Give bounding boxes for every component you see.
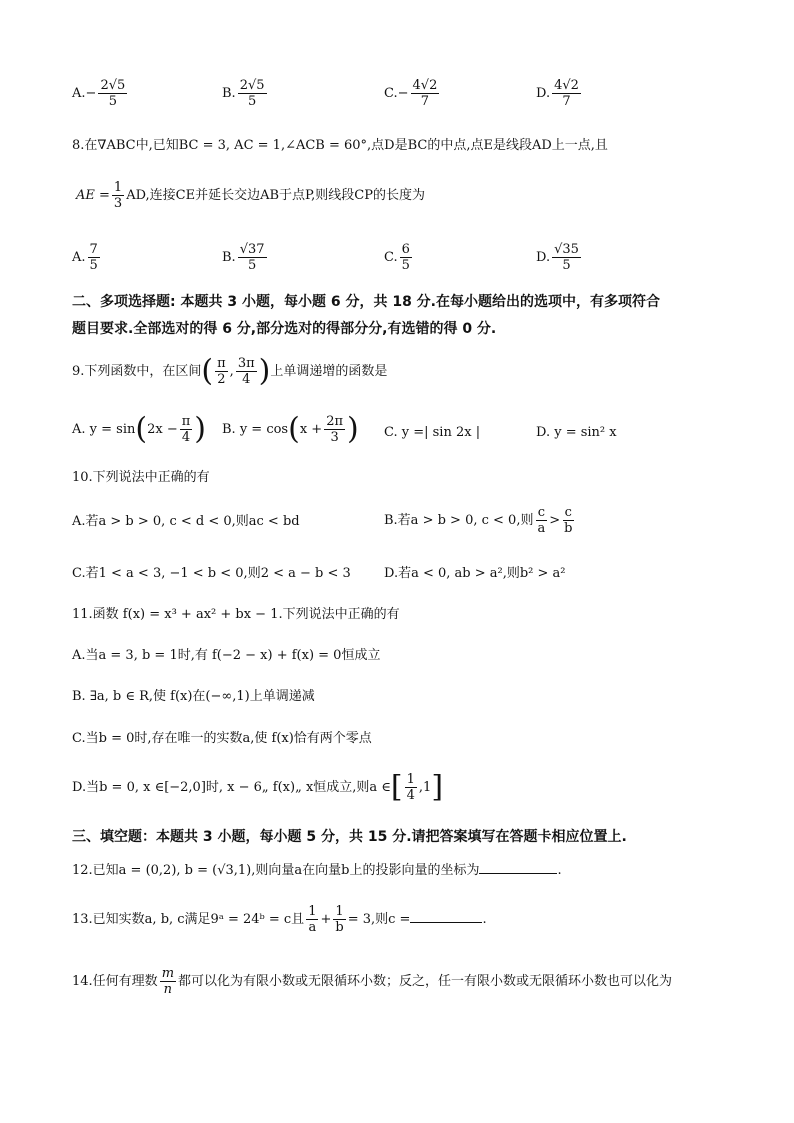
q8-stem-line1: 8.在∇ABC中,已知BC = 3, AC = 1,∠ACB = 60°,点D是BC的中点,点E是线段AD上一点,且	[72, 138, 608, 153]
q11-option-c: C.当b = 0时,存在唯一的实数a,使 f(x)恰有两个零点	[72, 731, 372, 746]
q14-stem: 14.任何有理数 $\frac{m}{n}$ 都可以化为有限小数或无限循环小数；反之，任一有限小数或无限循环小数也可以化为	[72, 966, 673, 997]
q7-option-b: B. $\frac{2√5}{5}$	[222, 78, 265, 109]
q7-option-d: D. $\frac{4√2}{7}$	[536, 78, 579, 109]
q11-option-d: D.当b = 0, x ∈[−2,0]时, x − 6„ f(x)„ x恒成立,则a ∈[ $\frac{1}{4}$ ,1]	[72, 769, 444, 805]
q7-option-a: A.− $\frac{2√5}{5}$	[72, 78, 126, 109]
q11-option-a: A.当a = 3, b = 1时,有 f(−2 − x) + f(x) = 0恒成立	[72, 648, 381, 663]
q9-option-b: B. y = cos(x + $\frac{2\pi}{3}$ )	[222, 411, 359, 447]
q8-option-d: D. $\frac{√35}{5}$	[536, 242, 579, 273]
q10-option-d: D.若a < 0, ab > a²,则b² > a²	[384, 566, 566, 581]
q13-answer-blank[interactable]	[410, 910, 482, 923]
q10-option-a: A.若a > b > 0, c < d < 0,则ac < bd	[72, 514, 300, 529]
q8-stem-line2: AE = $\frac{1}{3}$ AD,连接CE并延长交边AB于点P,则线段CP的长度为	[76, 180, 425, 211]
q8-option-b: B. $\frac{√37}{5}$	[222, 242, 265, 273]
q10-option-c: C.若1 < a < 3, −1 < b < 0,则2 < a − b < 3	[72, 566, 351, 581]
q9-stem: 9.下列函数中，在区间( $\frac{\pi}{2}$ , $\frac{3\pi}{4}$ )上单调递增的函数是	[72, 353, 388, 389]
q12-stem: 12.已知a = (0,2), b = (√3,1),则向量a在向量b上的投影向量的坐标为 .	[72, 863, 562, 878]
q11-option-b: B. ∃a, b ∈ R,使 f(x)在(−∞,1)上单调递减	[72, 689, 315, 704]
q9-option-d: D. y = sin² x	[536, 425, 617, 440]
section2-heading-line1: 二、多项选择题: 本题共 3 小题，每小题 6 分，共 18 分.在每小题给出的选项中，有多项符合	[72, 294, 660, 310]
q12-answer-blank[interactable]	[479, 861, 557, 874]
q7-option-c: C.− $\frac{4√2}{7}$	[384, 78, 438, 109]
q9-option-c: C. y =| sin 2x |	[384, 425, 481, 440]
q8-option-a: A. $\frac{7}{5}$	[72, 242, 98, 273]
q8-option-c: C. $\frac{6}{5}$	[384, 242, 410, 273]
q10-stem: 10.下列说法中正确的有	[72, 470, 210, 485]
q11-stem: 11.函数 f(x) = x³ + ax² + bx − 1.下列说法中正确的有	[72, 607, 400, 622]
section2-heading-line2: 题目要求.全部选对的得 6 分,部分选对的得部分分,有选错的得 0 分.	[72, 321, 497, 337]
q10-option-b: B.若a > b > 0, c < 0,则 $\frac{c}{a}$ > $\frac{c}{b}$	[384, 505, 573, 536]
q13-stem: 13.已知实数a, b, c满足9ᵃ = 24ᵇ = c且 $\frac{1}{a}$ + $\frac{1}{b}$ = 3,则c = .	[72, 904, 487, 935]
q9-option-a: A. y = sin(2x − $\frac{\pi}{4}$ )	[72, 411, 206, 447]
section3-heading: 三、填空题：本题共 3 小题，每小题 5 分，共 15 分.请把答案填写在答题卡相应位置上.	[72, 829, 627, 845]
